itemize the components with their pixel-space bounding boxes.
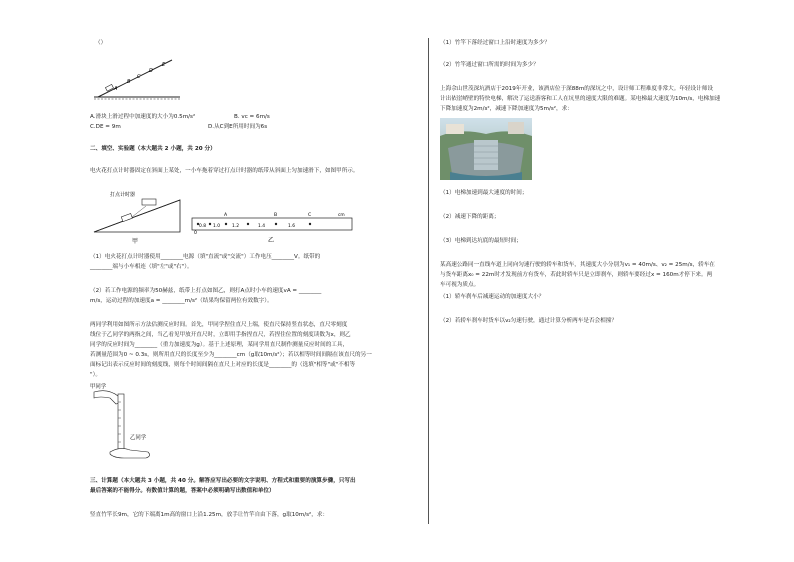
- fig-yi-label: 乙: [268, 237, 275, 244]
- option-a: A.滑块上滑过程中加速度的大小为0.5m/s²: [90, 114, 196, 120]
- calc1-text: 竖直竹竿长9m，它的下端离1m高的窗口上沿1.25m，放手让竹竿自由下落，g取10m/s²，求：: [90, 512, 329, 518]
- elevator-line2: 计出依崖峭壁的特快电梯，解决了运送游客和工人在坑里的速度大限的难题。某电梯最大速度为10m/s，电梯加速: [440, 96, 721, 102]
- option-d: D.从C到E所用时间为6s: [208, 124, 268, 130]
- tape-point-b: B: [274, 213, 278, 218]
- exp2-line5: 面标记出表示反应时间的刻度线，则每个时间间隔在直尺上对应的长度是________的（选填"相等"或"不相等: [90, 362, 356, 368]
- elevator-q2: （2）减速下降的距离；: [440, 214, 500, 220]
- exp2-line1: 两同学利用如图所示方法估测反应时间。首先，甲同学捏住直尺上端，使直尺保持竖直状态，直尺零刻度: [90, 322, 348, 328]
- fig2-yi-label: 乙同学: [130, 435, 147, 441]
- exp1-q1-line1: （1）电火花打点计时器使用________电源（填"直流"或"交流"）工作电压________V。纸带的: [90, 254, 321, 260]
- elevator-line1: 上海佘山世茂深坑酒店于2019年开业，该酒店位于深88m的深坑之中，设计师工程难度非常大。年轻设计师设: [440, 86, 713, 92]
- exp1-q2-line1: （2）若工作电源的频率为50赫兹，纸带上打点如图乙，则打A点时小车的速度vA = ________: [90, 288, 322, 294]
- fig1-label-a: A: [114, 86, 118, 92]
- tape-value-3: 1.2: [232, 224, 239, 229]
- tape-point-o: 0: [194, 231, 197, 236]
- fig1-label-b: B: [127, 79, 131, 85]
- left-column: [88, 0, 418, 562]
- elevator-line3: 下降加速度为2m/s²，减速下降加速度为5m/s²，求：: [440, 106, 573, 112]
- section3-line1: 三、计算题（本大题共 3 小题，共 40 分。解答应写出必要的文字说明、方程式和重要的演算步骤，只写出: [90, 478, 356, 484]
- tape-value-1: 0.8: [199, 224, 206, 229]
- elevator-q1: （1）电梯加速到最大速度的时间；: [440, 190, 528, 196]
- option-b: B. vc = 6m/s: [234, 114, 270, 120]
- timer-incline-figure: [92, 188, 184, 246]
- section2-title: 二、填空、实验题（本大题共 2 小题，共 20 分）: [90, 146, 216, 152]
- section3-line2: 最后答案的不能得分。有数值计算的题，答案中必须明确写出数值和单位）: [90, 488, 275, 494]
- hotel-photo: [440, 118, 532, 180]
- fig2-jia-label: 甲同学: [90, 384, 107, 390]
- column-divider: [428, 38, 429, 524]
- truck-line2: 与货车距离x₀ = 22m时才发现前方有货车，若此时轿车只是立即刹车，则轿车要经过x = 160m才停下来。两: [440, 272, 713, 278]
- bamboo-q2: （2）竹竿通过窗口所需的时间为多少？: [440, 62, 539, 68]
- truck-line3: 车可视为质点。: [440, 282, 480, 288]
- exp1-q1-line2: ________端与小车相连（填"左"或"右"）。: [90, 264, 193, 270]
- tape-value-4: 1.4: [258, 224, 265, 229]
- fig1-label-d: D: [149, 68, 153, 74]
- tape-point-c: C: [308, 213, 312, 218]
- tape-value-2: 1.0: [213, 224, 220, 229]
- exp2-line2: 线位于乙同学的两指之间，当乙看见甲放开直尺时，立即用手指捏直尺，若捏住位置的刻度读数为x，则乙: [90, 332, 351, 338]
- elevator-q3: （3）电梯到达坑底的最短时间；: [440, 238, 522, 244]
- fig-jia-label: 甲: [132, 238, 139, 245]
- question-paren: （）: [95, 40, 107, 46]
- tape-point-a: A: [224, 213, 228, 218]
- ruler-figure: [90, 382, 160, 462]
- exp2-line3: 同学的反应时间为________（重力加速度为g）。基于上述原理，某同学用直尺制作测量反应时间的工具，: [90, 342, 349, 348]
- right-column: [440, 0, 770, 562]
- incline-figure: [92, 56, 182, 102]
- timer-label: 打点计时器: [110, 192, 136, 198]
- truck-q2: （2）若轿车刹车时货车以v₂匀速行驶，通过计算分析两车是否会相撞？: [440, 318, 617, 324]
- tape-figure: [188, 208, 360, 246]
- tape-unit: cm: [338, 213, 345, 218]
- exp2-line4: 若测量范围为0 ~ 0.3s，则所用直尺的长度至少为________cm（g取10m/s²）；若以相等时间间隔在该直尺的另一: [90, 352, 372, 358]
- fig1-label-c: C: [137, 74, 141, 80]
- truck-line1: 某高速公路同一直线车道上同向匀速行驶的轿车和货车，其速度大小分别为v₁ = 40m/s、v₂ = 25m/s，轿车在: [440, 262, 715, 268]
- tape-value-5: 1.6: [288, 224, 295, 229]
- truck-q1: （1）轿车刹车后减速运动的加速度大小？: [440, 294, 545, 300]
- fig1-label-e: E: [162, 62, 166, 68]
- bamboo-q1: （1）竹竿下落经过窗口上沿时速度为多少？: [440, 40, 550, 46]
- exp1-q2-line2: m/s，运动过程的加速度a = ________m/s²（结果均保留两位有效数字）。: [90, 298, 273, 304]
- exp2-line6: "）。: [90, 372, 101, 378]
- exp1-intro: 电火花打点计时器固定在斜面上某处，一小车拖着穿过打点计时器的纸带从斜面上匀加速滑下，如图甲所示。: [90, 168, 359, 174]
- option-c: C.DE = 9m: [90, 124, 121, 130]
